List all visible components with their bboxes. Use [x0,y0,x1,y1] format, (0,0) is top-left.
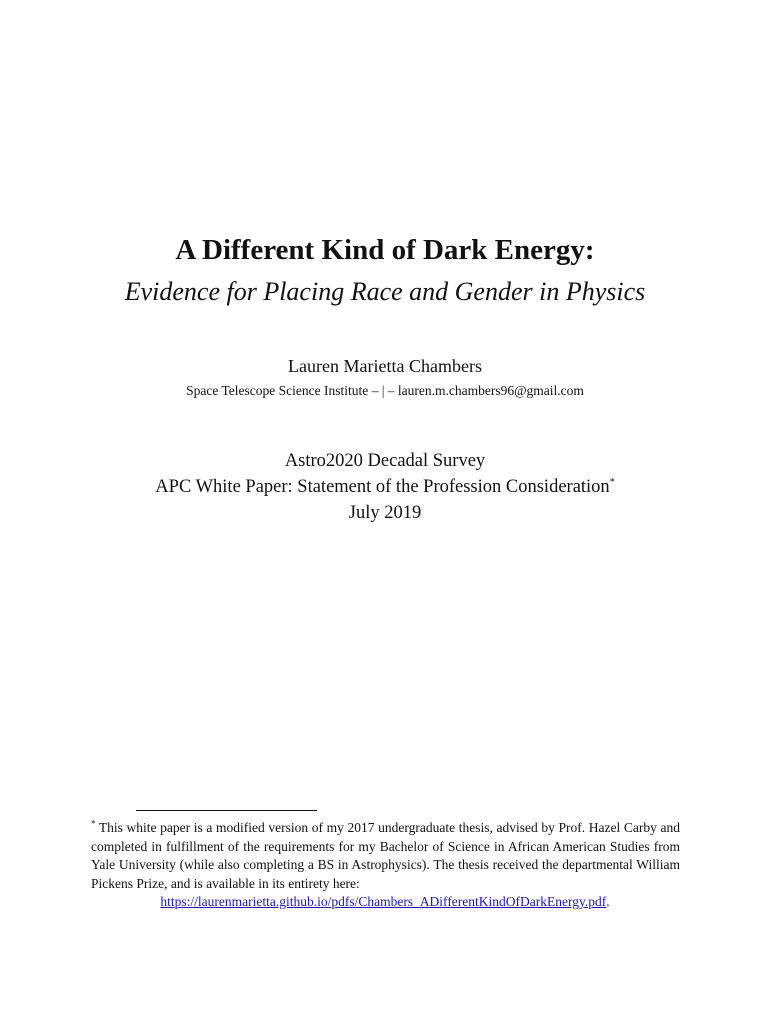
document-subtitle: Evidence for Placing Race and Gender in Physics [124,277,646,306]
white-paper-label: APC White Paper: Statement of the Profession Consideration [155,477,610,497]
footnote-trailing: . [606,894,610,909]
footnote-mark: * [91,818,96,829]
survey-name: Astro2020 Decadal Survey [284,451,486,471]
footnote-divider [136,810,317,811]
footnote-text: This white paper is a modified version of my 2017 undergraduate thesis, advised by Prof. Hazel Carby and completed in fulfillment of the requirements for my Bachelor of Science in African American Studies from Yale University (while also completing a BS in Astrophysics). The thesis received the departmental William Pickens Prize, and is available in its entirety here: [91,820,680,891]
document-title: A Different Kind of Dark Energy: [175,234,595,266]
author-name: Lauren Marietta Chambers [288,356,482,376]
footnote-link-line [0,893,770,912]
footnote [91,819,680,893]
date-line: July 2019 [348,503,422,523]
footnote-reference-mark[interactable]: * [609,476,615,488]
white-paper-line [0,474,770,500]
thesis-link[interactable]: https://laurenmarietta.github.io/pdfs/Chambers_ADifferentKindOfDarkEnergy.pdf [160,894,607,909]
survey-block [0,448,770,526]
author-affiliation: Space Telescope Science Institute – | – lauren.m.chambers96@gmail.com [186,383,584,398]
